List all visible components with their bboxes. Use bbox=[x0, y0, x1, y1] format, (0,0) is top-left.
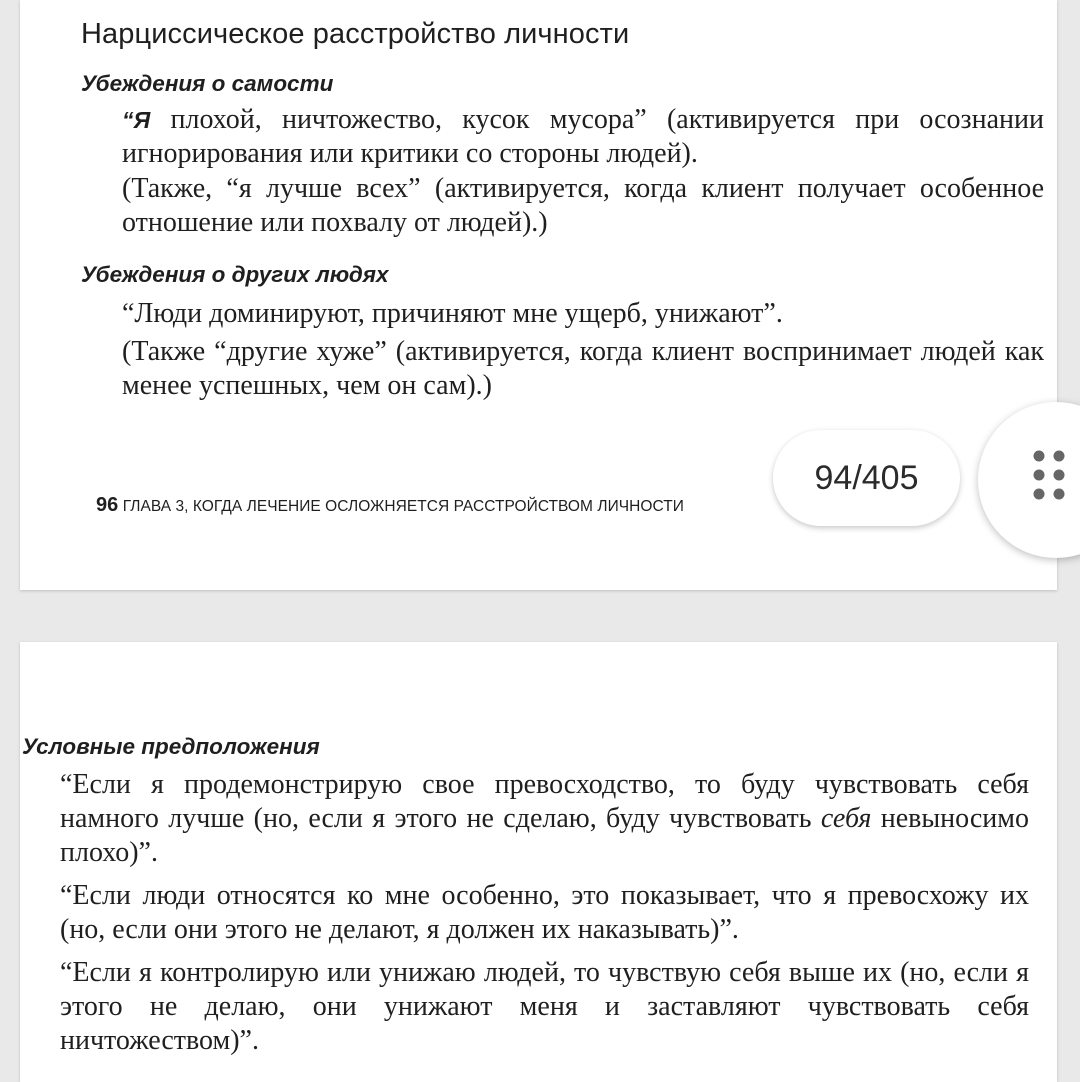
self-beliefs-paragraph bbox=[122, 103, 1044, 171]
self-beliefs-text: плохой, ничтожество, кусок мусора” (активируется при осознании игнорирования или критики со стороны людей). bbox=[122, 104, 1044, 169]
assumption-3: “Если я контролирую или унижаю людей, то чувствую себя выше их (но, если я этого не делаю, они унижают меня и заставляют чувствовать себя ничтожеством)”. bbox=[60, 957, 1029, 1056]
footer-page-number: 96 bbox=[96, 494, 119, 516]
conditional-assumptions-heading: Условные предположения bbox=[22, 734, 320, 759]
assumption-2: “Если люди относятся ко мне особенно, это показывает, что я превосхожу их (но, если они этого не делают, я должен их наказывать)”. bbox=[60, 880, 1029, 945]
page-indicator[interactable]: 94/405 bbox=[773, 430, 960, 526]
others-beliefs-also: (Также “другие хуже” (активируется, когда клиент воспринимает людей как менее успешных, чем он сам).) bbox=[122, 336, 1044, 401]
assumption-1 bbox=[60, 768, 1029, 870]
self-beliefs-heading: Убеждения о самости bbox=[81, 71, 334, 96]
self-beliefs-lead: “Я bbox=[122, 107, 151, 133]
assumption-1-italic: себя bbox=[820, 803, 872, 834]
pdf-page-97 bbox=[20, 642, 1057, 1082]
footer-chapter: ГЛАВА 3, КОГДА ЛЕЧЕНИЕ ОСЛОЖНЯЕТСЯ РАССТРОЙСТВОМ ЛИЧНОСТИ bbox=[122, 498, 684, 515]
others-beliefs-text: “Люди доминируют, причиняют мне ущерб, унижают”. bbox=[122, 298, 783, 329]
assumption-1-end: невыносимо плохо)”. bbox=[60, 803, 1029, 868]
dots-grid-icon bbox=[1033, 450, 1067, 500]
self-beliefs-also: (Также, “я лучше всех” (активируется, когда клиент получает особенное отношение или похвалу от людей).) bbox=[122, 173, 1044, 238]
assumption-1-start: “Если я продемонстрирую свое превосходство, то буду чувствовать себя намного лучше (но, если я этого не сделаю, буду чувствовать bbox=[60, 769, 1029, 834]
page-footer bbox=[96, 494, 786, 517]
section-title: Нарциссическое расстройство личности bbox=[81, 18, 630, 50]
others-beliefs-heading: Убеждения о других людях bbox=[81, 262, 389, 287]
